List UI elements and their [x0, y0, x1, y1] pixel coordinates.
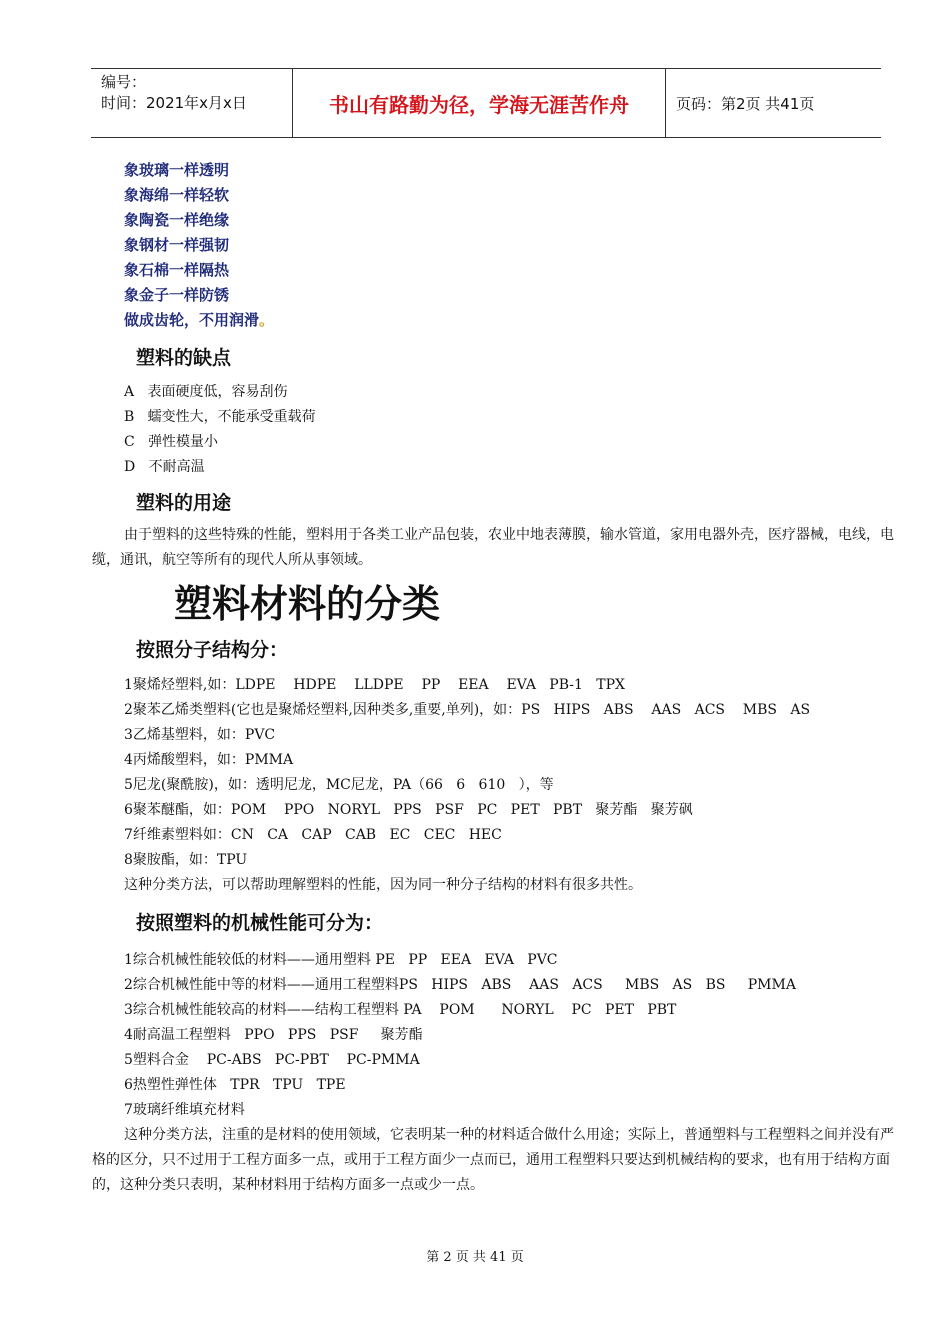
molecular-item: 1聚烯烃塑料,如：LDPE HDPE LLDPE PP EEA EVA PB-1 TPX	[124, 677, 625, 693]
disadvantage-item: B 蠕变性大，不能承受重载荷	[124, 409, 316, 425]
disadvantage-item: D 不耐高温	[124, 459, 205, 475]
disadvantages-heading: 塑料的缺点	[136, 347, 232, 369]
header-page-label: 页码：第2页 共41页	[676, 94, 815, 113]
time-label: 时间：2021年x月x日	[101, 94, 247, 112]
end-dot: 。	[259, 311, 275, 329]
advantage-item: 象陶瓷一样绝缘	[124, 211, 230, 229]
mechanical-item: 5塑料合金 PC-ABS PC-PBT PC-PMMA	[124, 1052, 420, 1068]
header-meta	[91, 69, 293, 137]
page-header	[91, 68, 881, 138]
molecular-item: 6聚苯醚酯，如：POM PPO NORYL PPS PSF PC PET PBT 聚芳酯 聚芳砜	[124, 802, 693, 818]
advantage-item-last	[124, 308, 904, 333]
uses-heading: 塑料的用途	[136, 492, 232, 514]
molecular-item: 5尼龙(聚酰胺)，如：透明尼龙，MC尼龙，PA（66 6 610 ），等	[124, 777, 554, 793]
advantage-item: 象石棉一样隔热	[124, 261, 230, 279]
molecular-heading: 按照分子结构分：	[136, 639, 289, 661]
molecular-item: 2聚苯乙烯类塑料(它也是聚烯烃塑料,因种类多,重要,单列)，如：PS HIPS ABS AAS ACS MBS AS	[124, 702, 811, 718]
mechanical-item: 3综合机械性能较高的材料——结构工程塑料 PA POM NORYL PC PET PBT	[124, 1002, 677, 1018]
header-motto: 书山有路勤为径，学海无涯苦作舟	[293, 69, 666, 137]
mechanical-item: 7玻璃纤维填充材料	[124, 1102, 245, 1118]
mechanical-item: 1综合机械性能较低的材料——通用塑料 PE PP EEA EVA PVC	[124, 952, 558, 968]
mechanical-list	[124, 948, 904, 1123]
mechanical-item: 6热塑性弹性体 TPR TPU TPE	[124, 1077, 346, 1093]
advantage-item: 象金子一样防锈	[124, 286, 230, 304]
disadvantages-list	[124, 380, 904, 480]
molecular-item: 4丙烯酸塑料，如：PMMA	[124, 752, 294, 768]
mechanical-item: 4耐高温工程塑料 PPO PPS PSF 聚芳酯	[124, 1027, 423, 1043]
advantage-item: 象玻璃一样透明	[124, 161, 230, 179]
molecular-item: 7纤维素塑料如：CN CA CAP CAB EC CEC HEC	[124, 827, 502, 843]
document-body	[92, 158, 904, 1198]
disadvantage-item: A 表面硬度低，容易刮伤	[124, 384, 288, 400]
molecular-list	[124, 673, 904, 898]
mechanical-note: 这种分类方法，注重的是材料的使用领域，它表明某一种的材料适合做什么用途；实际上，普通塑料与工程塑料之间并没有严格的区分，只不过用于工程方面多一点，或用于工程方面少一点而已，通用工程塑料只要达到机械结构的要求，也有用于结构方面的，这种分类只表明，某种材料用于结构方面多一点或少一点。	[92, 1127, 894, 1193]
molecular-item: 8聚胺酯，如：TPU	[124, 852, 248, 868]
advantage-item: 象海绵一样轻软	[124, 186, 230, 204]
mechanical-item: 2综合机械性能中等的材料——通用工程塑料PS HIPS ABS AAS ACS MBS AS BS PMMA	[124, 977, 796, 993]
molecular-note: 这种分类方法，可以帮助理解塑料的性能，因为同一种分子结构的材料有很多共性。	[124, 877, 642, 893]
molecular-item: 3乙烯基塑料，如：PVC	[124, 727, 276, 743]
classification-title: 塑料材料的分类	[174, 582, 441, 626]
mechanical-heading: 按照塑料的机械性能可分为：	[136, 912, 384, 934]
advantage-text: 做成齿轮，不用润滑	[124, 311, 260, 329]
page-footer: 第 2 页 共 41 页	[426, 1250, 524, 1265]
uses-paragraph: 由于塑料的这些特殊的性能，塑料用于各类工业产品包装，农业中地表薄膜，输水管道，家用电器外壳，医疗器械，电线，电缆，通讯，航空等所有的现代人所从事领域。	[92, 527, 894, 568]
advantage-item: 象钢材一样强韧	[124, 236, 230, 254]
disadvantage-item: C 弹性模量小	[124, 434, 219, 450]
advantages-list	[124, 158, 904, 333]
number-label: 编号：	[101, 73, 147, 91]
